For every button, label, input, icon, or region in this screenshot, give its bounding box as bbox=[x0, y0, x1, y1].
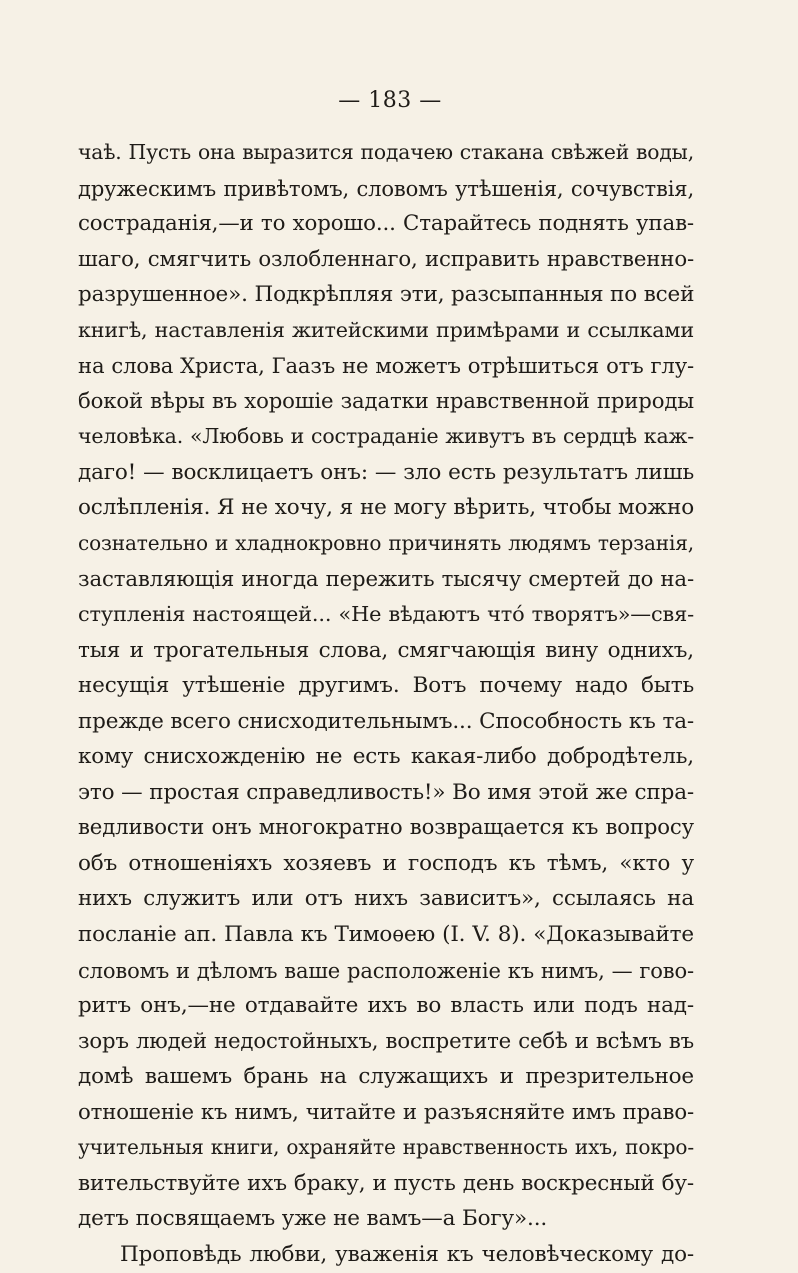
text-line: тыя и трогательныя слова, смягчающія вину однихъ, bbox=[78, 637, 694, 663]
text-line: состраданія,—и то хорошо... Старайтесь поднять упав- bbox=[78, 211, 694, 237]
text-line: дружескимъ привѣтомъ, словомъ утѣшенія, сочувствія, bbox=[78, 175, 694, 201]
text-line: заставляющія иногда пережить тысячу смертей до на- bbox=[78, 566, 694, 592]
paragraph-start-line: Проповѣдь любви, уваженія къ человѣческому до- bbox=[120, 1241, 694, 1267]
text-line: на слова Христа, Гаазъ не можетъ отрѣшиться отъ глу- bbox=[78, 353, 694, 379]
text-line: отношеніе къ нимъ, читайте и разъясняйте имъ право- bbox=[78, 1099, 694, 1125]
text-line: бокой вѣры въ хорошіе задатки нравственной природы bbox=[78, 388, 694, 414]
text-line: чаѣ. Пусть она выразится подачею стакана свѣжей воды, bbox=[78, 140, 694, 164]
text-line: несущія утѣшеніе другимъ. Вотъ почему надо быть bbox=[78, 673, 694, 699]
text-line: даго! — восклицаетъ онъ: — зло есть результатъ лишь bbox=[78, 459, 694, 485]
text-line: шаго, смягчить озлобленнаго, исправить нравственно- bbox=[78, 246, 694, 272]
text-line: это — простая справедливость!» Во имя этой же спра- bbox=[78, 779, 694, 805]
page-number: — 183 — bbox=[338, 88, 442, 113]
text-line: ослѣпленія. Я не хочу, я не могу вѣрить, чтобы можно bbox=[78, 495, 694, 521]
text-line: зоръ людей недостойныхъ, воспретите себѣ и всѣмъ въ bbox=[78, 1028, 694, 1054]
text-line: домѣ вашемъ брань на служащихъ и презрительное bbox=[78, 1064, 694, 1090]
text-line: ритъ онъ,—не отдавайте ихъ во власть или подъ над- bbox=[78, 993, 694, 1019]
text-line: объ отношеніяхъ хозяевъ и господъ къ тѣмъ, «кто у bbox=[78, 850, 694, 876]
text-line: нихъ служитъ или отъ нихъ зависитъ», ссылаясь на bbox=[78, 886, 694, 912]
text-line: ведливости онъ многократно возвращается къ вопросу bbox=[78, 815, 694, 841]
text-line: учительныя книги, охраняйте нравственность ихъ, покро- bbox=[78, 1135, 694, 1160]
text-line: человѣка. «Любовь и состраданіе живутъ въ сердцѣ каж- bbox=[78, 424, 694, 449]
text-line: разрушенное». Подкрѣпляя эти, разсыпанныя по всей bbox=[78, 282, 695, 308]
text-line: ступленія настоящей... «Не вѣдаютъ что́ творятъ»—свя- bbox=[78, 602, 694, 627]
text-line: вительствуйте ихъ браку, и пусть день воскресный бу- bbox=[78, 1170, 694, 1196]
text-line: детъ посвящаемъ уже не вамъ—а Богу»... bbox=[78, 1206, 548, 1232]
text-line: посланіе ап. Павла къ Тимоѳею (I. V. 8). «Доказывайте bbox=[78, 922, 694, 948]
body-text bbox=[78, 135, 694, 1273]
text-line: словомъ и дѣломъ ваше расположеніе къ нимъ, — гово- bbox=[78, 957, 694, 983]
text-line: кому снисхожденію не есть какая-либо добродѣтель, bbox=[78, 744, 694, 770]
text-line: книгѣ, наставленія житейскими примѣрами и ссылками bbox=[78, 317, 694, 342]
text-line: прежде всего снисходительнымъ... Способность къ та- bbox=[78, 708, 694, 734]
text-line: сознательно и хладнокровно причинять людямъ терзанія, bbox=[78, 531, 694, 556]
